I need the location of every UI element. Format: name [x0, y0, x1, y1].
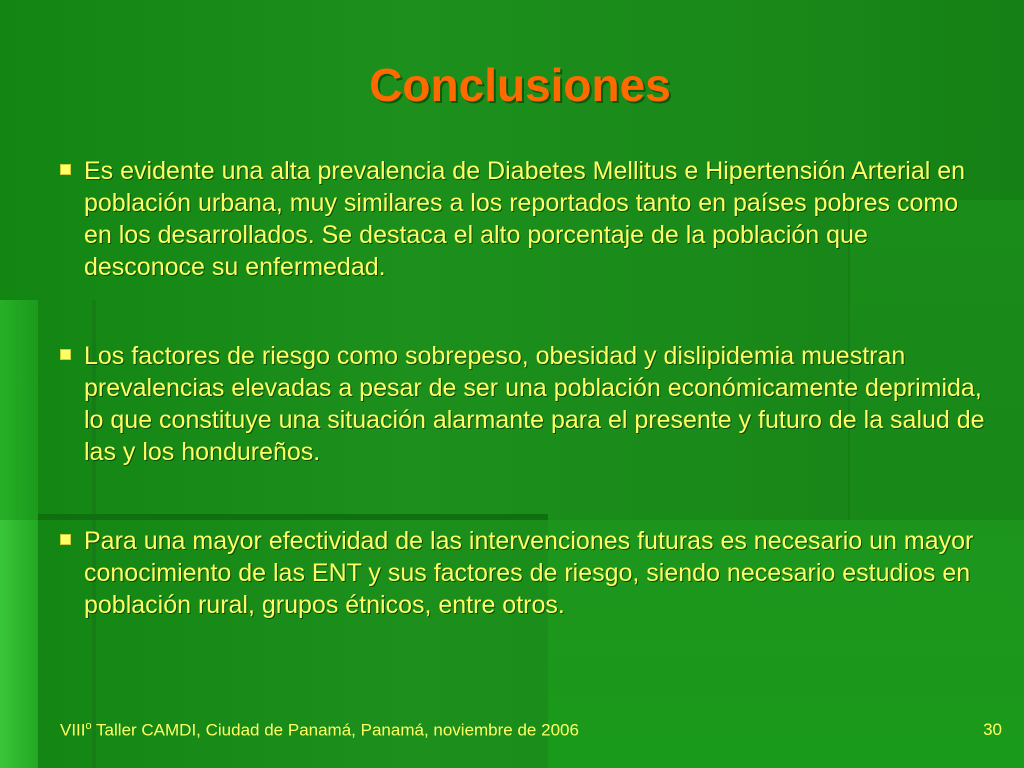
- square-bullet-icon: [60, 534, 71, 545]
- footer-event: [60, 720, 579, 741]
- square-bullet-icon: [60, 164, 71, 175]
- page-number: 30: [983, 720, 1002, 739]
- bullet-list: [60, 155, 990, 621]
- bullet-item: [60, 155, 990, 283]
- bullet-item: [60, 525, 990, 621]
- background-strip-left-lower: [0, 520, 38, 768]
- footer-text: Taller CAMDI, Ciudad de Panamá, Panamá, noviembre de 2006: [91, 720, 579, 740]
- bullet-text: Para una mayor efectividad de las intervenciones futuras es necesario un mayor conocimiento de las ENT y sus factores de riesgo, siendo necesario estudios en población rural, grupos étnicos, entre otros.: [84, 527, 974, 619]
- footer-roman: VIII: [60, 720, 86, 740]
- bullet-text: Es evidente una alta prevalencia de Diabetes Mellitus e Hipertensión Arterial en población urbana, muy similares a los reportados tanto en países pobres como en los desarrollados. Se destaca el alto porcentaje de la población que desconoce su enfermedad.: [84, 157, 966, 281]
- slide-title: Conclusiones: [369, 59, 671, 111]
- bullet-item: [60, 340, 990, 468]
- footer-superscript: o: [85, 720, 92, 732]
- square-bullet-icon: [60, 349, 71, 360]
- bullet-text: Los factores de riesgo como sobrepeso, obesidad y dislipidemia muestran prevalencias elevadas a pesar de ser una población económicamente deprimida, lo que constituye una situación alarmante para el presente y futuro de la salud de las y los hondureños.: [84, 342, 985, 466]
